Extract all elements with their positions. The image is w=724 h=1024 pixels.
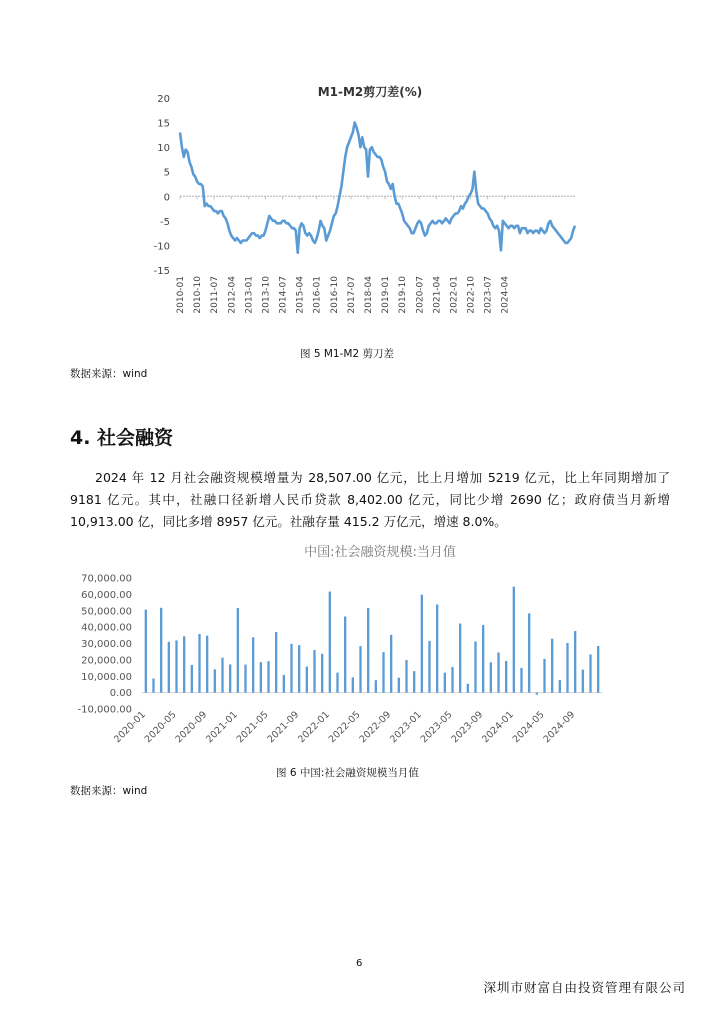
bar [520, 668, 522, 693]
figure-6-caption: 图 6 中国:社会融资规模当月值 [276, 767, 419, 779]
bar [398, 678, 400, 693]
x-tick-label: 2021-04 [432, 276, 443, 314]
x-tick-label: 2020-09 [173, 709, 210, 746]
bar [244, 665, 246, 693]
bar [206, 636, 208, 693]
x-tick-label: 2014-07 [278, 276, 289, 314]
x-tick-label: 2015-04 [295, 276, 306, 314]
bar [252, 637, 254, 692]
bar [551, 639, 553, 693]
figure-5-caption: 图 5 M1-M2 剪刀差 [300, 348, 394, 360]
y-tick-label: 30,000.00 [81, 639, 132, 650]
y-tick-label: 50,000.00 [81, 606, 132, 618]
bar [482, 625, 484, 693]
x-tick-label: 2022-01 [449, 276, 460, 314]
bar [321, 654, 323, 693]
y-tick-label: -15 [153, 266, 170, 277]
x-tick-label: 2023-01 [388, 709, 424, 746]
y-tick-label: 0 [163, 192, 170, 204]
bar [528, 613, 530, 692]
bar [359, 646, 361, 693]
bar [436, 605, 438, 693]
x-tick-label: 2019-10 [398, 276, 409, 314]
bar [152, 679, 154, 693]
bar [536, 693, 538, 695]
x-tick-label: 2020-07 [415, 276, 426, 314]
bar [260, 662, 262, 692]
bar [421, 595, 423, 693]
x-tick-label: 2016-10 [329, 276, 340, 314]
bar [582, 670, 584, 693]
bar [214, 669, 216, 692]
bar [168, 642, 170, 693]
bar [382, 652, 384, 692]
bar [198, 634, 200, 693]
x-tick-label: 2024-09 [541, 709, 578, 746]
x-tick-label: 2019-01 [381, 276, 392, 314]
bar [390, 635, 392, 693]
y-tick-label: 60,000.00 [81, 589, 132, 601]
x-tick-label: 2022-01 [296, 709, 332, 746]
chart-title: 中国:社会融资规模:当月值 [304, 545, 456, 560]
m1-m2-line-chart [140, 78, 590, 358]
x-tick-label: 2020-01 [112, 709, 148, 746]
y-tick-label: 70,000.00 [81, 573, 132, 585]
bar [413, 671, 415, 692]
x-tick-label: 2023-09 [449, 709, 486, 746]
bar [597, 646, 599, 693]
bar [459, 624, 461, 693]
x-tick-label: 2022-05 [326, 709, 363, 746]
bar [428, 641, 430, 693]
bar [298, 645, 300, 692]
x-tick-label: 2021-01 [204, 709, 240, 746]
y-tick-label: 10 [157, 143, 170, 155]
y-tick-label: 40,000.00 [81, 622, 132, 634]
bar [559, 680, 561, 693]
x-tick-label: 2016-01 [312, 276, 323, 314]
x-tick-label: 2023-05 [418, 709, 455, 746]
x-tick-label: 2020-05 [142, 709, 179, 746]
x-tick-label: 2021-05 [234, 709, 271, 746]
bar [329, 592, 331, 693]
bar [229, 664, 231, 692]
chart-title: M1-M2剪刀差(%) [317, 85, 423, 99]
section-heading: 4. 社会融资 [70, 427, 174, 449]
figure-5-source: 数据来源：wind [70, 368, 148, 380]
bar [513, 587, 515, 693]
bar [451, 667, 453, 693]
bar [543, 659, 545, 693]
bar [267, 661, 269, 692]
x-tick-label: 2018-04 [364, 276, 375, 314]
x-tick-label: 2024-05 [510, 709, 547, 746]
y-tick-label: -10 [153, 241, 170, 253]
bar [175, 640, 177, 692]
x-tick-label: 2024-04 [500, 276, 511, 314]
bar [375, 680, 377, 692]
y-tick-label: 20,000.00 [81, 655, 132, 667]
bar [221, 658, 223, 693]
bar [237, 608, 239, 693]
series-line [180, 123, 575, 253]
figure-6-source: 数据来源：wind [70, 785, 148, 797]
bar [497, 653, 499, 693]
footer-company-name: 深圳市财富自由投资管理有限公司 [483, 980, 686, 995]
y-tick-label: 0.00 [109, 688, 132, 700]
y-tick-label: 5 [163, 167, 170, 179]
bar [566, 643, 568, 693]
bar [183, 636, 185, 692]
y-tick-label: 20 [157, 94, 170, 105]
bar [313, 650, 315, 693]
bar [191, 665, 193, 693]
bar [474, 642, 476, 693]
x-tick-label: 2013-01 [244, 276, 255, 314]
x-tick-label: 2012-04 [227, 276, 238, 314]
bar [367, 608, 369, 693]
x-tick-label: 2013-10 [261, 276, 272, 314]
bar [160, 608, 162, 693]
x-tick-label: 2022-09 [357, 709, 394, 746]
y-tick-label: -10,000.00 [77, 704, 132, 716]
x-tick-label: 2010-10 [193, 276, 204, 314]
bar [467, 684, 469, 693]
x-tick-label: 2022-10 [466, 276, 477, 314]
x-tick-label: 2024-01 [480, 709, 516, 746]
bar [290, 644, 292, 693]
bar [352, 677, 354, 692]
section-paragraph-block [70, 467, 670, 533]
bar [444, 673, 446, 693]
y-tick-label: -5 [160, 216, 170, 228]
y-tick-label: 15 [157, 118, 170, 130]
x-tick-label: 2010-01 [176, 276, 186, 314]
y-tick-label: 10,000.00 [81, 671, 132, 683]
bar [490, 662, 492, 692]
bar [275, 632, 277, 693]
page-number: 6 [356, 958, 363, 969]
bar [344, 616, 346, 692]
bar [145, 610, 147, 693]
x-tick-label: 2021-09 [265, 709, 302, 746]
x-tick-label: 2011-07 [210, 276, 221, 314]
bar [505, 661, 507, 693]
bar [405, 660, 407, 693]
section-paragraph: 2024 年 12 月社会融资规模增量为 28,507.00 亿元，比上月增加 5219 亿元，比上年同期增加了 9181 亿元。其中，社融口径新增人民币贷款 8,402.00 亿元，同比少增 2690 亿；政府债当月新增 10,913.00 亿，同比多增 8957 亿元。社融存量 415.2 万亿元，增速 8.0%。 [70, 470, 670, 529]
bar [574, 631, 576, 693]
bar [283, 675, 285, 693]
bar [306, 667, 308, 693]
social-financing-bar-chart [70, 540, 630, 765]
x-tick-label: 2017-07 [346, 276, 357, 314]
x-tick-label: 2023-07 [483, 276, 494, 314]
bar [336, 673, 338, 693]
bar [589, 654, 591, 692]
